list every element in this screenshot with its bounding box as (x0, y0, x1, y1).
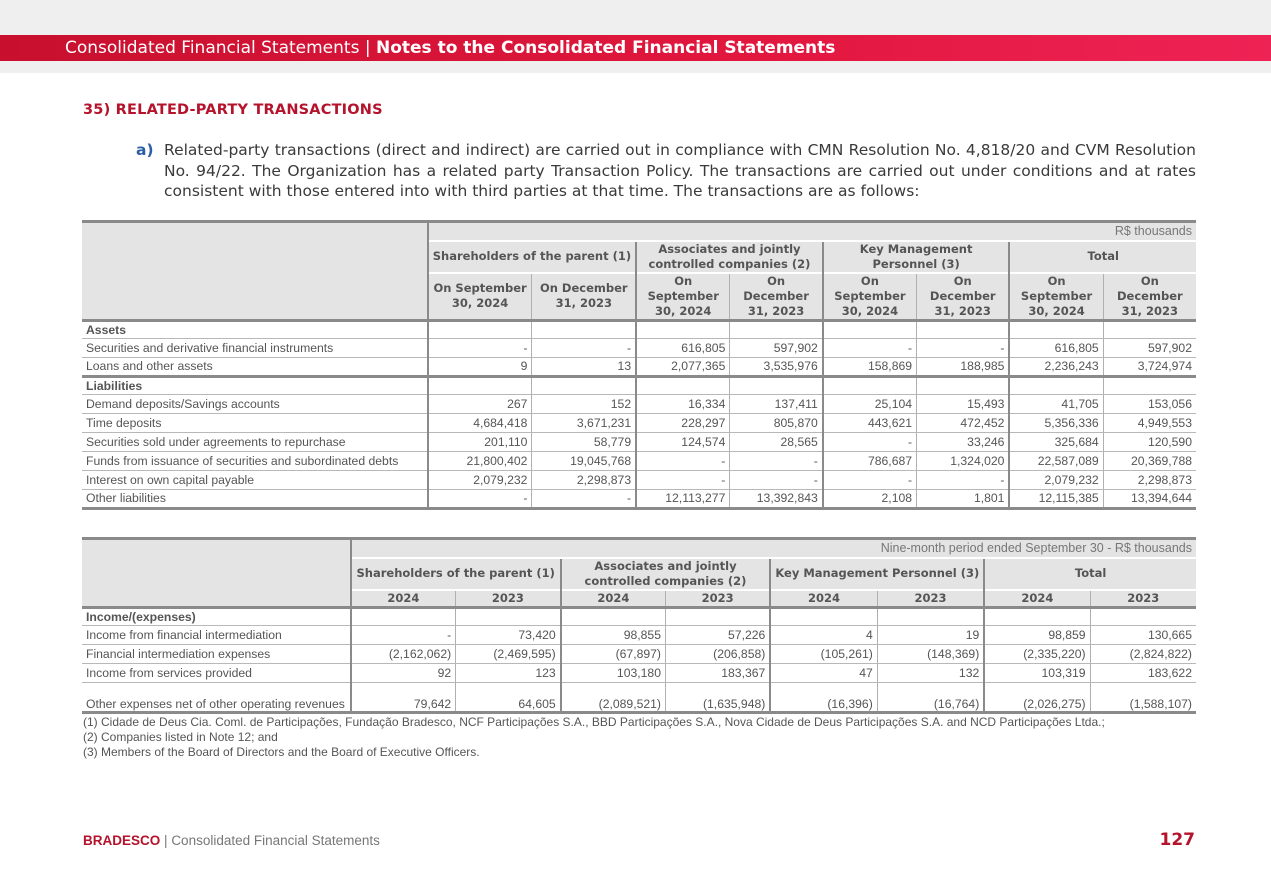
row-value: 137,411 (730, 394, 823, 413)
row-value: 4,949,553 (1103, 413, 1196, 432)
year-header: 2023 (456, 590, 561, 608)
footer-brand: BRADESCO (83, 833, 161, 848)
table-row (82, 683, 1196, 713)
row-value: - (823, 432, 917, 451)
income-table (82, 537, 1196, 714)
assets-label: Assets (82, 320, 428, 338)
header-text (65, 38, 835, 58)
row-value: 3,724,974 (1103, 357, 1196, 376)
row-value: (105,261) (770, 645, 877, 664)
row-value: (2,824,822) (1090, 645, 1196, 664)
row-value: 2,108 (823, 489, 917, 508)
group-shareholders: Shareholders of the parent (1) (428, 241, 636, 273)
group-key-management: Key Management Personnel (3) (823, 241, 1010, 273)
group-total: Total (984, 558, 1196, 590)
row-label: Income from services provided (82, 664, 351, 683)
row-value: 616,805 (1009, 338, 1103, 357)
row-value: 124,574 (636, 432, 730, 451)
header-banner (0, 35, 1271, 61)
footnote: (2) Companies listed in Note 12; and (83, 730, 278, 744)
page-number: 127 (1159, 830, 1195, 850)
table-row (82, 626, 1196, 645)
row-value: 201,110 (428, 432, 532, 451)
row-value: 28,565 (730, 432, 823, 451)
row-value: 3,671,231 (532, 413, 636, 432)
row-label: Income from financial intermediation (82, 626, 351, 645)
table-row (82, 357, 1196, 376)
period-unit-label: Nine-month period ended September 30 - R$ thousands (351, 539, 1196, 558)
group-associates: Associates and jointly controlled companies (2) (561, 558, 771, 590)
table-row (82, 432, 1196, 451)
row-value: 267 (428, 394, 532, 413)
row-value: 5,356,336 (1009, 413, 1103, 432)
row-value: 4 (770, 626, 877, 645)
row-value: 597,902 (1103, 338, 1196, 357)
row-value: (67,897) (561, 645, 666, 664)
row-value: 98,859 (984, 626, 1090, 645)
row-value: 472,452 (917, 413, 1010, 432)
col-header: On December 31, 2023 (730, 273, 823, 321)
row-label: Demand deposits/Savings accounts (82, 394, 428, 413)
row-value: 58,779 (532, 432, 636, 451)
row-value: (148,369) (877, 645, 984, 664)
col-header: On December 31, 2023 (532, 273, 636, 321)
liabilities-category-row (82, 376, 1196, 394)
table-row (82, 413, 1196, 432)
row-value: 79,642 (351, 683, 456, 713)
row-value: 183,622 (1090, 664, 1196, 683)
row-value: - (351, 626, 456, 645)
header-separator: | (364, 38, 371, 58)
footnote: (3) Members of the Board of Directors and the Board of Executive Officers. (83, 745, 480, 759)
row-label: Other expenses net of other operating revenues (82, 683, 351, 713)
row-value: (16,396) (770, 683, 877, 713)
row-value: 616,805 (636, 338, 730, 357)
row-value: 103,319 (984, 664, 1090, 683)
table-row (82, 645, 1196, 664)
header-section: Consolidated Financial Statements (65, 38, 360, 58)
row-value: 158,869 (823, 357, 917, 376)
row-label: Securities sold under agreements to repurchase (82, 432, 428, 451)
year-header: 2024 (984, 590, 1090, 608)
row-value: 3,535,976 (730, 357, 823, 376)
row-value: 786,687 (823, 451, 917, 470)
header-title: Notes to the Consolidated Financial Statements (375, 38, 836, 58)
row-value: (2,469,595) (456, 645, 561, 664)
row-value: - (730, 470, 823, 489)
row-value: 805,870 (730, 413, 823, 432)
table-row (82, 394, 1196, 413)
col-header: On December 31, 2023 (917, 273, 1010, 321)
row-value: 2,298,873 (532, 470, 636, 489)
row-value: 25,104 (823, 394, 917, 413)
row-value: 2,077,365 (636, 357, 730, 376)
row-value: 19 (877, 626, 984, 645)
row-value: 47 (770, 664, 877, 683)
row-value: - (917, 470, 1010, 489)
row-value: 2,079,232 (428, 470, 532, 489)
row-value: 19,045,768 (532, 451, 636, 470)
row-label: Time deposits (82, 413, 428, 432)
row-value: (1,588,107) (1090, 683, 1196, 713)
item-text: Related-party transactions (direct and indirect) are carried out in compliance with CMN Resolution No. 4,818/20 and CVM Resolution No. 94/22. The Organization has a related party Transaction Policy. The transactions are carried out under conditions and at rates consistent with those entered into with third parties at that time. The transactions are as follows: (164, 141, 1196, 200)
row-value: 12,115,385 (1009, 489, 1103, 508)
row-label: Securities and derivative financial instruments (82, 338, 428, 357)
row-label: Financial intermediation expenses (82, 645, 351, 664)
row-value: 153,056 (1103, 394, 1196, 413)
row-value: 13,392,843 (730, 489, 823, 508)
row-value: 228,297 (636, 413, 730, 432)
row-value: - (532, 338, 636, 357)
row-label: Other liabilities (82, 489, 428, 508)
row-value: - (823, 338, 917, 357)
col-header: On September 30, 2024 (1009, 273, 1103, 321)
row-value: 13,394,644 (1103, 489, 1196, 508)
year-header: 2024 (351, 590, 456, 608)
row-value: 13 (532, 357, 636, 376)
row-value: 22,587,089 (1009, 451, 1103, 470)
balances-table (82, 220, 1196, 510)
group-key-management: Key Management Personnel (3) (770, 558, 984, 590)
row-value: (1,635,948) (665, 683, 770, 713)
footer-separator: | (164, 833, 168, 848)
group-associates: Associates and jointly controlled companies (2) (636, 241, 823, 273)
assets-category-row (82, 320, 1196, 338)
row-label: Loans and other assets (82, 357, 428, 376)
row-value: 1,324,020 (917, 451, 1010, 470)
row-label: Interest on own capital payable (82, 470, 428, 489)
row-value: 152 (532, 394, 636, 413)
top-margin (0, 0, 1271, 35)
row-value: 16,334 (636, 394, 730, 413)
row-value: 41,705 (1009, 394, 1103, 413)
col-header: On September 30, 2024 (636, 273, 730, 321)
col-header: On September 30, 2024 (428, 273, 532, 321)
row-value: - (636, 451, 730, 470)
section-title: 35) RELATED-PARTY TRANSACTIONS (83, 102, 383, 118)
row-value: 2,236,243 (1009, 357, 1103, 376)
row-value: 73,420 (456, 626, 561, 645)
row-label: Funds from issuance of securities and subordinated debts (82, 451, 428, 470)
row-value: - (532, 489, 636, 508)
row-value: 15,493 (917, 394, 1010, 413)
row-value: 103,180 (561, 664, 666, 683)
row-value: 2,079,232 (1009, 470, 1103, 489)
year-header: 2023 (877, 590, 984, 608)
income-category-row (82, 608, 1196, 626)
col-header: On September 30, 2024 (823, 273, 917, 321)
item-label: a) (136, 141, 154, 159)
row-value: 92 (351, 664, 456, 683)
income-category-label: Income/(expenses) (82, 608, 351, 626)
note-paragraph (136, 140, 1196, 202)
table-row (82, 338, 1196, 357)
row-value: 1,801 (917, 489, 1010, 508)
unit-label: R$ thousands (428, 222, 1196, 241)
row-value: 4,684,418 (428, 413, 532, 432)
row-value: 130,665 (1090, 626, 1196, 645)
row-value: 57,226 (665, 626, 770, 645)
row-value: 21,800,402 (428, 451, 532, 470)
row-value: 9 (428, 357, 532, 376)
row-value: 188,985 (917, 357, 1010, 376)
row-value: (2,335,220) (984, 645, 1090, 664)
row-value: 183,367 (665, 664, 770, 683)
group-shareholders: Shareholders of the parent (1) (351, 558, 561, 590)
row-value: 123 (456, 664, 561, 683)
row-value: 2,298,873 (1103, 470, 1196, 489)
table-row (82, 470, 1196, 489)
row-value: (2,089,521) (561, 683, 666, 713)
row-value: 443,621 (823, 413, 917, 432)
table-corner (82, 539, 351, 608)
year-header: 2023 (1090, 590, 1196, 608)
table-row (82, 489, 1196, 508)
footer-text: Consolidated Financial Statements (171, 833, 380, 848)
table-row (82, 451, 1196, 470)
row-value: 325,684 (1009, 432, 1103, 451)
row-value: (16,764) (877, 683, 984, 713)
row-value: 64,605 (456, 683, 561, 713)
row-value: - (730, 451, 823, 470)
year-header: 2023 (665, 590, 770, 608)
year-header: 2024 (561, 590, 666, 608)
row-value: (2,026,275) (984, 683, 1090, 713)
row-value: 12,113,277 (636, 489, 730, 508)
liabilities-label: Liabilities (82, 376, 428, 394)
footnote: (1) Cidade de Deus Cia. Coml. de Participações, Fundação Bradesco, NCF Participações S.A., BBD Participações S.A., Nova Cidade de Deus Participações S.A. and NCD Participações Ltda.; (83, 715, 1105, 729)
row-value: 597,902 (730, 338, 823, 357)
row-value: 20,369,788 (1103, 451, 1196, 470)
row-value: - (917, 338, 1010, 357)
row-value: - (428, 338, 532, 357)
year-header: 2024 (770, 590, 877, 608)
row-value: - (636, 470, 730, 489)
row-value: 132 (877, 664, 984, 683)
table-row (82, 664, 1196, 683)
page-footer (83, 833, 380, 848)
row-value: - (428, 489, 532, 508)
group-total: Total (1009, 241, 1196, 273)
row-value: 120,590 (1103, 432, 1196, 451)
row-value: (206,858) (665, 645, 770, 664)
row-value: 33,246 (917, 432, 1010, 451)
table-corner (82, 222, 428, 321)
row-value: - (823, 470, 917, 489)
row-value: (2,162,062) (351, 645, 456, 664)
col-header: On December 31, 2023 (1103, 273, 1196, 321)
header-bottom-band (0, 61, 1271, 73)
row-value: 98,855 (561, 626, 666, 645)
